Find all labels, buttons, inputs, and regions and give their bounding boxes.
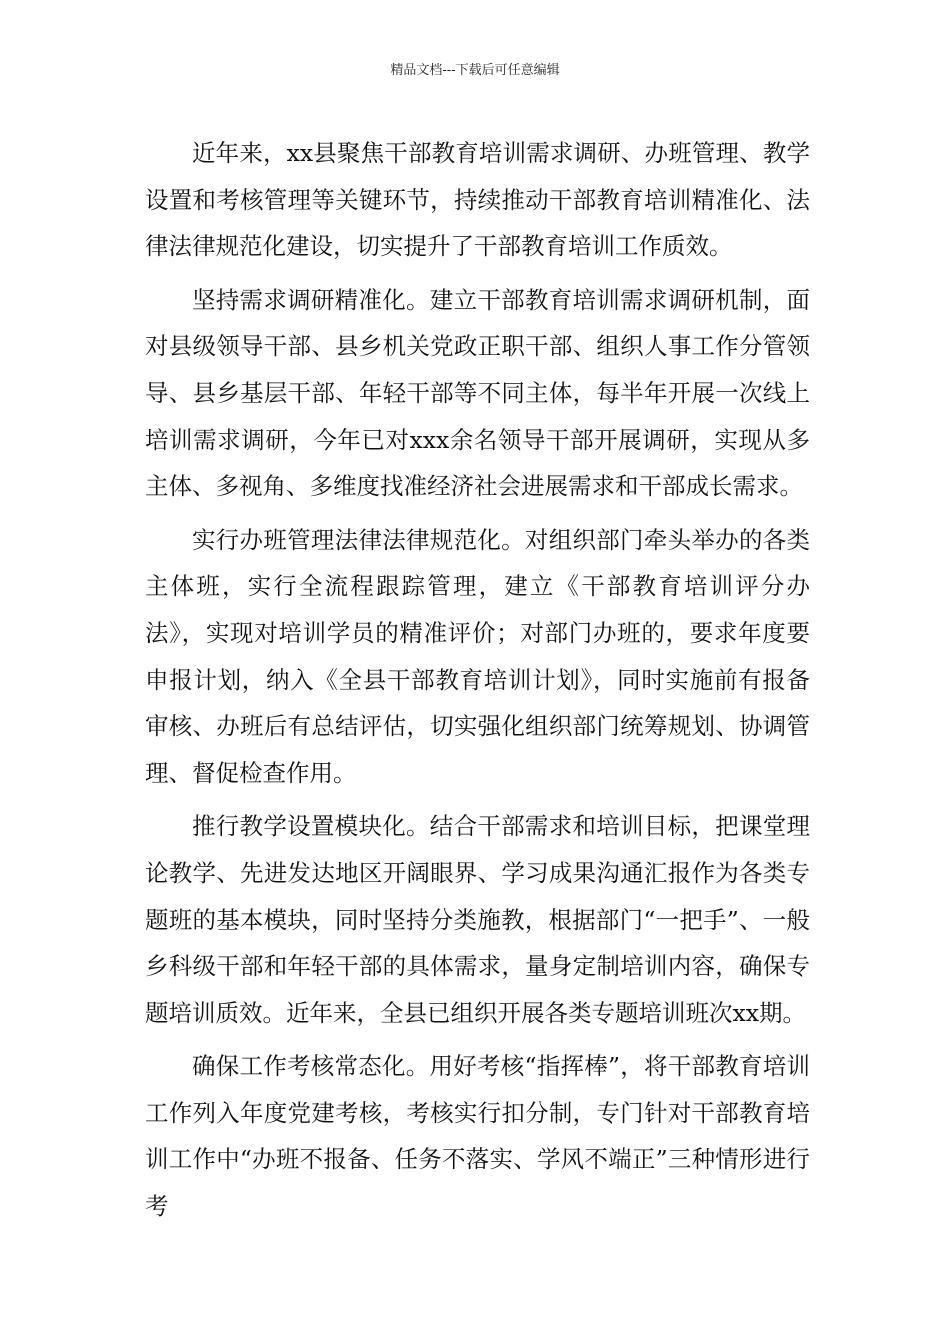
- paragraph-assessment: 确保工作考核常态化。用好考核“指挥棒”，将干部教育培训工作列入年度党建考核，考核实行扣分制，专门针对干部教育培训工作中“办班不报备、任务不落实、学风不端正”三种情形进行考: [145, 1052, 810, 1221]
- document-body: [145, 130, 810, 1237]
- paragraph-intro: 近年来，xx县聚焦干部教育培训需求调研、办班管理、教学设置和考核管理等关键环节，持续推动干部教育培训精准化、法律法律规范化建设，切实提升了干部教育培训工作质效。: [145, 139, 810, 261]
- paragraph-needs-research: 坚持需求调研精准化。建立干部教育培训需求调研机制，面对县级领导干部、县乡机关党政正职干部、组织人事工作分管领导、县乡基层干部、年轻干部等不同主体，每半年开展一次线上培训需求调研，今年已对xxx余名领导干部开展调研，实现从多主体、多视角、多维度找准经济社会进展需求和干部成长需求。: [145, 285, 810, 501]
- paragraph-class-management: 实行办班管理法律法律规范化。对组织部门牵头举办的各类主体班，实行全流程跟踪管理，建立《干部教育培训评分办法》，实现对培训学员的精准评价；对部门办班的，要求年度要申报计划，纳入《全县干部教育培训计划》，同时实施前有报备审核、办班后有总结评估，切实强化组织部门统筹规划、协调管理、督促检查作用。: [145, 525, 810, 787]
- paragraph-teaching-modules: 推行教学设置模块化。结合干部需求和培训目标，把课堂理论教学、先进发达地区开阔眼界、学习成果沟通汇报作为各类专题班的基本模块，同时坚持分类施教，根据部门“一把手”、一般乡科级干部和年轻干部的具体需求，量身定制培训内容，确保专题培训质效。近年来，全县已组织开展各类专题培训班次xx期。: [145, 812, 810, 1027]
- page-header: 精品文档---下载后可任意编辑: [390, 63, 560, 78]
